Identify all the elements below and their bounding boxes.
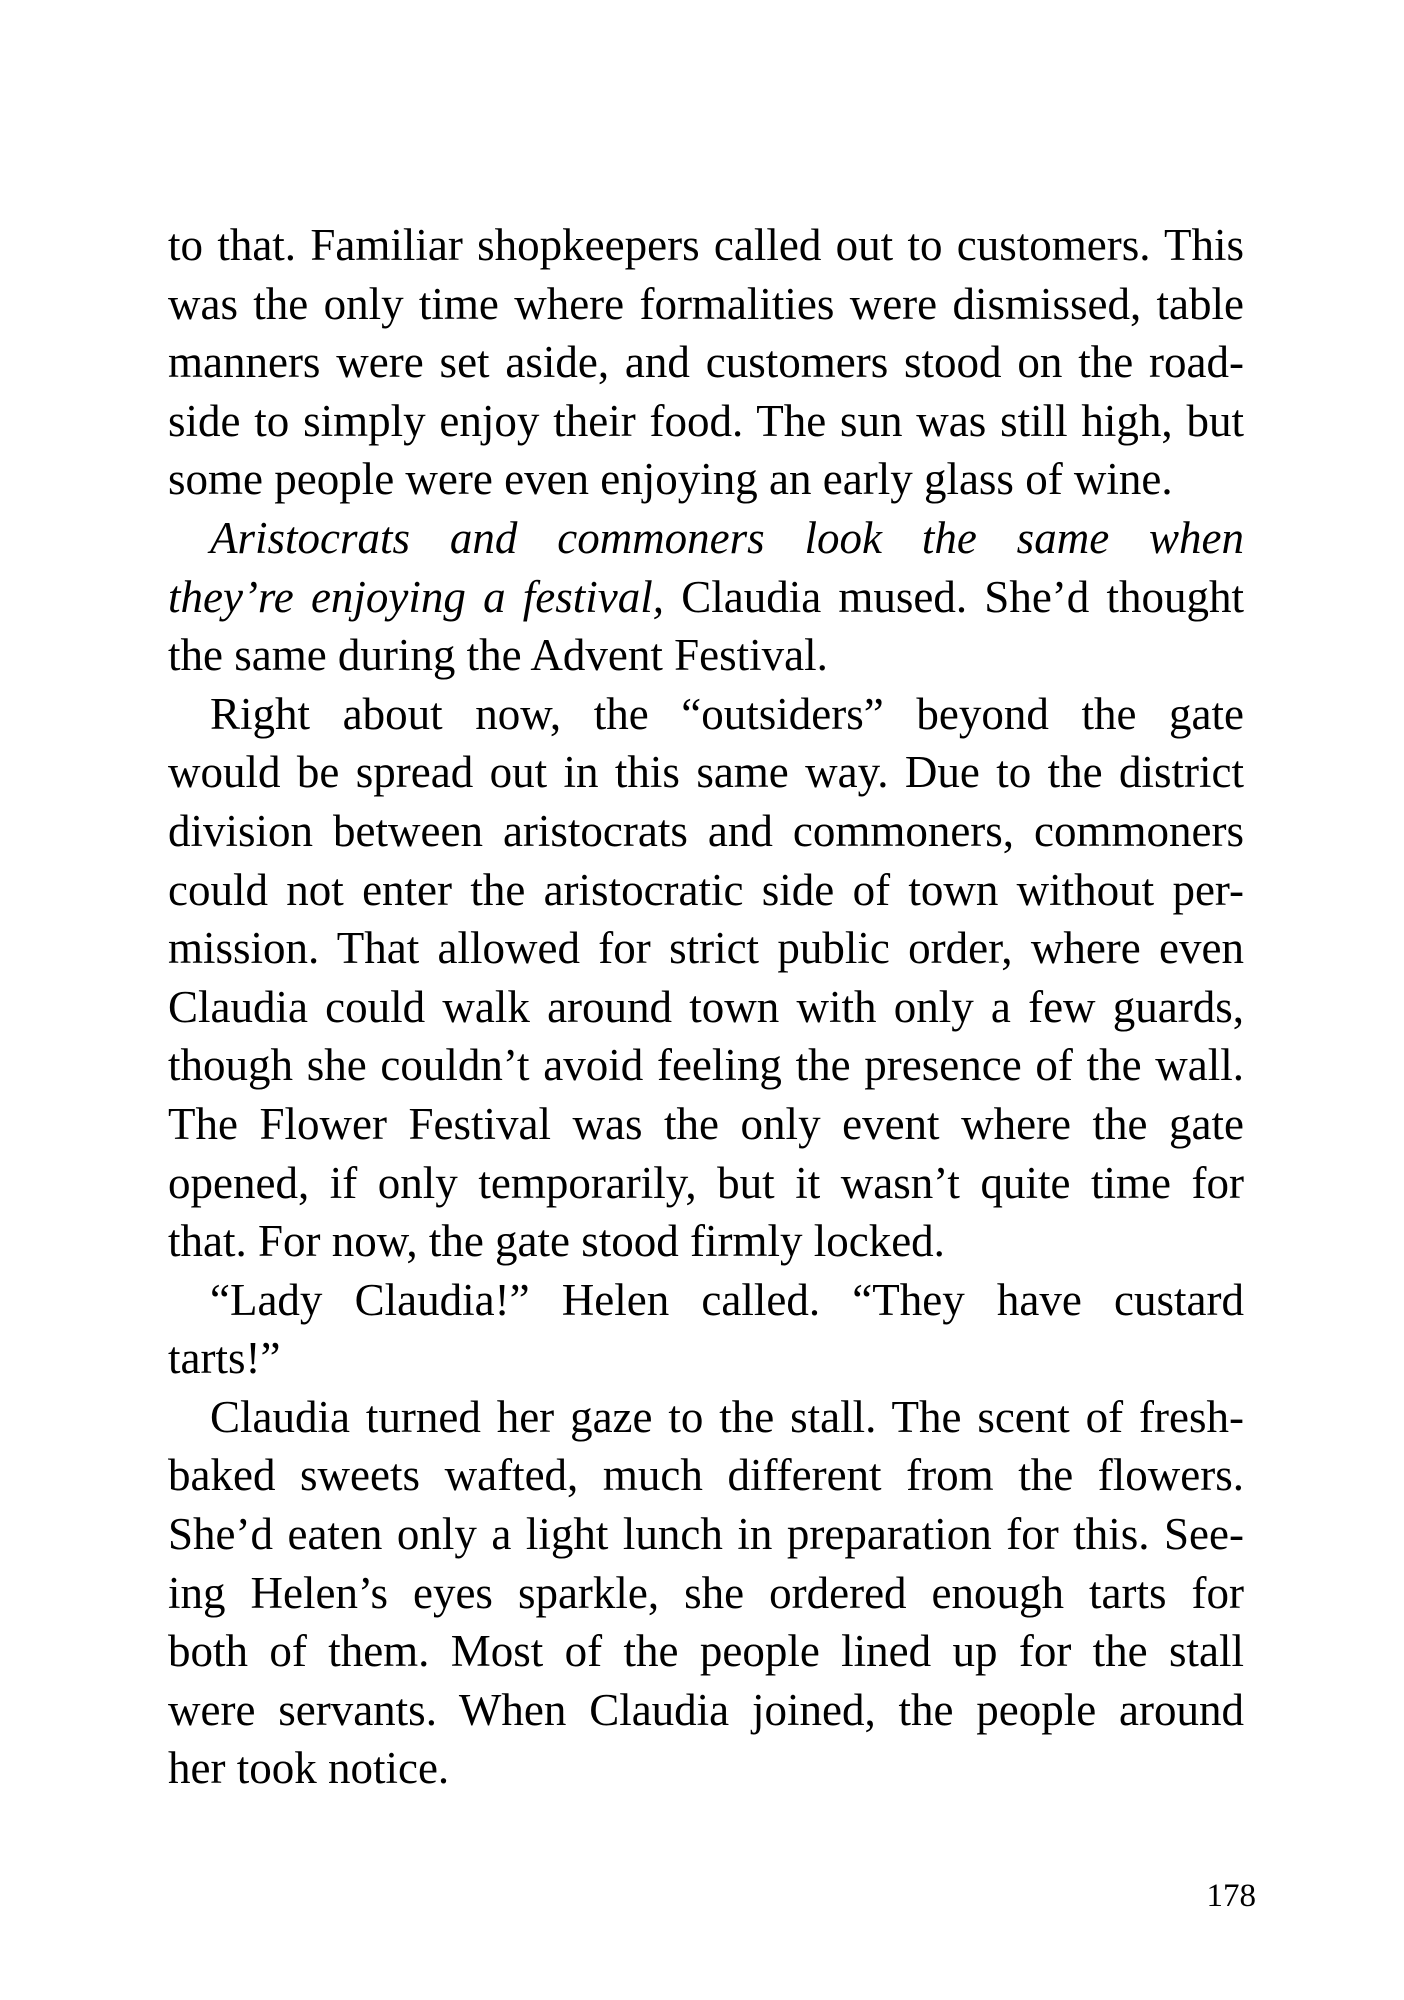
text-line xyxy=(168,1329,1244,1388)
text-line xyxy=(168,743,1244,802)
text-line xyxy=(168,861,1244,920)
text-segment: baked sweets wafted, much different from the flowers. xyxy=(168,1450,1244,1501)
text-segment: some people were even enjoying an early glass of wine. xyxy=(168,454,1173,505)
text-segment: her took notice. xyxy=(168,1743,450,1794)
text-segment: mission. That allowed for strict public order, where even xyxy=(168,923,1244,974)
text-segment: that. For now, the gate stood firmly locked. xyxy=(168,1216,945,1267)
text-line xyxy=(168,333,1244,392)
text-line xyxy=(168,1212,1244,1271)
text-segment: could not enter the aristocratic side of town without per- xyxy=(168,864,1244,915)
text-line xyxy=(168,1095,1244,1154)
text-segment: Claudia turned her gaze to the stall. The scent of fresh- xyxy=(210,1391,1244,1442)
text-segment: opened, if only temporarily, but it wasn’t quite time for xyxy=(168,1157,1244,1208)
text-segment: though she couldn’t avoid feeling the presence of the wall. xyxy=(168,1040,1244,1091)
text-line xyxy=(168,568,1244,627)
text-segment: to that. Familiar shopkeepers called out to customers. This xyxy=(168,220,1244,270)
text-segment: manners were set aside, and customers stood on the road- xyxy=(168,337,1244,388)
text-segment: She’d eaten only a light lunch in preparation for this. See- xyxy=(168,1509,1244,1560)
text-line xyxy=(168,1036,1244,1095)
text-line xyxy=(168,216,1244,275)
text-segment: ing Helen’s eyes sparkle, she ordered enough tarts for xyxy=(168,1567,1244,1618)
text-segment: Claudia mused. She’d thought xyxy=(664,571,1244,622)
text-segment: both of them. Most of the people lined up for the stall xyxy=(168,1626,1244,1677)
text-line xyxy=(168,1271,1244,1330)
text-line xyxy=(168,1154,1244,1213)
text-line xyxy=(168,1505,1244,1564)
text-line xyxy=(168,626,1244,685)
page-text xyxy=(168,216,1244,1798)
text-segment: Right about now, the “outsiders” beyond the gate xyxy=(210,688,1244,739)
text-segment: was the only time where formalities were dismissed, table xyxy=(168,278,1244,329)
italic-text-segment: they’re enjoying a festival, xyxy=(168,571,665,622)
text-line xyxy=(168,919,1244,978)
italic-text-segment: Aristocrats and commoners look the same when xyxy=(210,512,1244,563)
text-segment: were servants. When Claudia joined, the people around xyxy=(168,1684,1244,1735)
text-segment: The Flower Festival was the only event where the gate xyxy=(168,1098,1244,1149)
text-line xyxy=(168,1681,1244,1740)
text-line xyxy=(168,509,1244,568)
text-line xyxy=(168,1739,1244,1798)
text-segment: the same during the Advent Festival. xyxy=(168,630,828,681)
text-line xyxy=(168,392,1244,451)
text-segment: Claudia could walk around town with only a few guards, xyxy=(168,981,1244,1032)
text-segment: tarts!” xyxy=(168,1333,281,1384)
text-segment: “Lady Claudia!” Helen called. “They have custard xyxy=(210,1274,1244,1325)
page-number: 178 xyxy=(1206,1878,1256,1914)
text-line xyxy=(168,1564,1244,1623)
text-segment: would be spread out in this same way. Due to the district xyxy=(168,747,1244,798)
text-line xyxy=(168,978,1244,1037)
text-line xyxy=(168,275,1244,334)
text-line xyxy=(168,802,1244,861)
text-line xyxy=(168,1388,1244,1447)
text-segment: division between aristocrats and commoners, commoners xyxy=(168,805,1244,856)
text-line xyxy=(168,1622,1244,1681)
text-line xyxy=(168,685,1244,744)
text-line xyxy=(168,1446,1244,1505)
text-segment: side to simply enjoy their food. The sun was still high, but xyxy=(168,395,1244,446)
text-line xyxy=(168,450,1244,509)
